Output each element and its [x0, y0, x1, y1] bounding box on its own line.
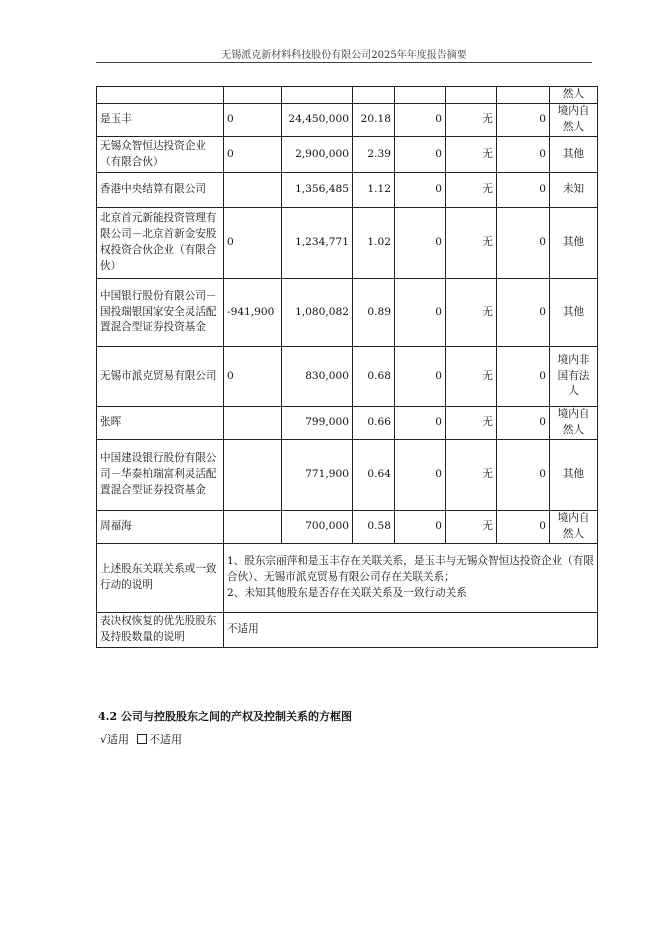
section-title: 4.2 公司与控股股东之间的产权及控制关系的方框图	[98, 710, 352, 723]
holder-nature: 其他	[550, 137, 598, 173]
holder-nature: 境内非国有法人	[550, 347, 598, 407]
restricted-shares: 0	[395, 440, 446, 511]
holding-percent: 0.68	[353, 347, 395, 407]
voting-label: 表决权恢复的优先股股东及持股数量的说明	[97, 613, 224, 648]
change-amount: 0	[224, 347, 282, 407]
table-row	[97, 137, 598, 173]
pledge-status: 无	[446, 104, 497, 137]
shares-held: 830,000	[282, 347, 353, 407]
pledge-status: 无	[446, 208, 497, 279]
table-row	[97, 104, 598, 137]
holding-percent: 0.89	[353, 279, 395, 347]
pledge-quantity: 0	[497, 208, 550, 279]
voting-text: 不适用	[224, 613, 598, 648]
change-amount: 0	[224, 104, 282, 137]
table-row	[97, 173, 598, 208]
checkbox-icon	[137, 734, 147, 744]
restricted-shares: 0	[395, 104, 446, 137]
relation-text-2: 2、未知其他股东是否存在关联关系及一致行动关系	[227, 586, 467, 599]
change-amount: 0	[224, 137, 282, 173]
pledge-status: 无	[446, 279, 497, 347]
change-amount: -941,900	[224, 279, 282, 347]
table-row	[97, 279, 598, 347]
holder-nature: 其他	[550, 440, 598, 511]
pledge-quantity: 0	[497, 279, 550, 347]
holding-percent: 0.58	[353, 511, 395, 544]
relation-label: 上述股东关联关系或一致行动的说明	[97, 544, 224, 613]
restricted-shares: 0	[395, 279, 446, 347]
change-amount: 0	[224, 208, 282, 279]
shares-held: 799,000	[282, 407, 353, 440]
pledge-status: 无	[446, 511, 497, 544]
holder-name: 香港中央结算有限公司	[97, 173, 224, 208]
pledge-quantity: 0	[497, 137, 550, 173]
shares-held: 24,450,000	[282, 104, 353, 137]
restricted-shares: 0	[395, 208, 446, 279]
restricted-shares: 0	[395, 173, 446, 208]
table-row	[97, 347, 598, 407]
pledge-status: 无	[446, 173, 497, 208]
shares-held: 771,900	[282, 440, 353, 511]
table-row	[97, 511, 598, 544]
header-divider	[96, 62, 592, 63]
holding-percent: 20.18	[353, 104, 395, 137]
holding-percent: 0.66	[353, 407, 395, 440]
holding-percent: 0.64	[353, 440, 395, 511]
voting-row	[97, 613, 598, 648]
shares-held: 2,900,000	[282, 137, 353, 173]
page-header: 无锡派克新材料科技股份有限公司2025年年度报告摘要	[221, 50, 467, 61]
shareholder-table	[96, 86, 598, 648]
holder-name: 张晖	[97, 407, 224, 440]
table-row	[97, 440, 598, 511]
holder-nature: 境内自然人	[550, 104, 598, 137]
pledge-status: 无	[446, 407, 497, 440]
applicability-options	[100, 731, 182, 747]
holding-percent: 1.12	[353, 173, 395, 208]
relation-text	[224, 544, 598, 613]
shares-held: 700,000	[282, 511, 353, 544]
pledge-quantity: 0	[497, 104, 550, 137]
table-row	[97, 208, 598, 279]
restricted-shares: 0	[395, 511, 446, 544]
holding-percent: 1.02	[353, 208, 395, 279]
holder-name: 是玉丰	[97, 104, 224, 137]
holding-percent: 2.39	[353, 137, 395, 173]
nature-cell: 然人	[550, 87, 598, 104]
shares-held: 1,356,485	[282, 173, 353, 208]
holder-name: 无锡众智恒达投资企业（有限合伙）	[97, 137, 224, 173]
holder-name: 北京首元新能投资管理有限公司－北京首新金安股权投资合伙企业（有限合伙）	[97, 208, 224, 279]
change-amount	[224, 511, 282, 544]
pledge-quantity: 0	[497, 511, 550, 544]
holder-nature: 其他	[550, 208, 598, 279]
relation-row	[97, 544, 598, 613]
holder-nature: 其他	[550, 279, 598, 347]
pledge-status: 无	[446, 137, 497, 173]
change-amount	[224, 173, 282, 208]
pledge-quantity: 0	[497, 407, 550, 440]
shares-held: 1,080,082	[282, 279, 353, 347]
holder-name: 无锡市派克贸易有限公司	[97, 347, 224, 407]
restricted-shares: 0	[395, 347, 446, 407]
table-row-continued	[97, 87, 598, 104]
restricted-shares: 0	[395, 137, 446, 173]
holder-nature: 境内自然人	[550, 511, 598, 544]
restricted-shares: 0	[395, 407, 446, 440]
option-not-applicable: 不适用	[149, 733, 183, 746]
shares-held: 1,234,771	[282, 208, 353, 279]
table-row	[97, 407, 598, 440]
option-applicable: √适用	[100, 733, 130, 746]
pledge-status: 无	[446, 440, 497, 511]
holder-name: 中国银行股份有限公司－国投瑞银国家安全灵活配置混合型证券投资基金	[97, 279, 224, 347]
holder-nature: 未知	[550, 173, 598, 208]
change-amount	[224, 440, 282, 511]
relation-text-1: 1、股东宗丽萍和是玉丰存在关联关系，是玉丰与无锡众智恒达投资企业（有限合伙）、无锡市派克贸易有限公司存在关联关系；	[227, 555, 594, 584]
holder-nature: 境内自然人	[550, 407, 598, 440]
change-amount	[224, 407, 282, 440]
pledge-quantity: 0	[497, 347, 550, 407]
pledge-quantity: 0	[497, 173, 550, 208]
pledge-status: 无	[446, 347, 497, 407]
holder-name: 周福海	[97, 511, 224, 544]
holder-name: 中国建设银行股份有限公司－华泰柏瑞富利灵活配置混合型证券投资基金	[97, 440, 224, 511]
pledge-quantity: 0	[497, 440, 550, 511]
